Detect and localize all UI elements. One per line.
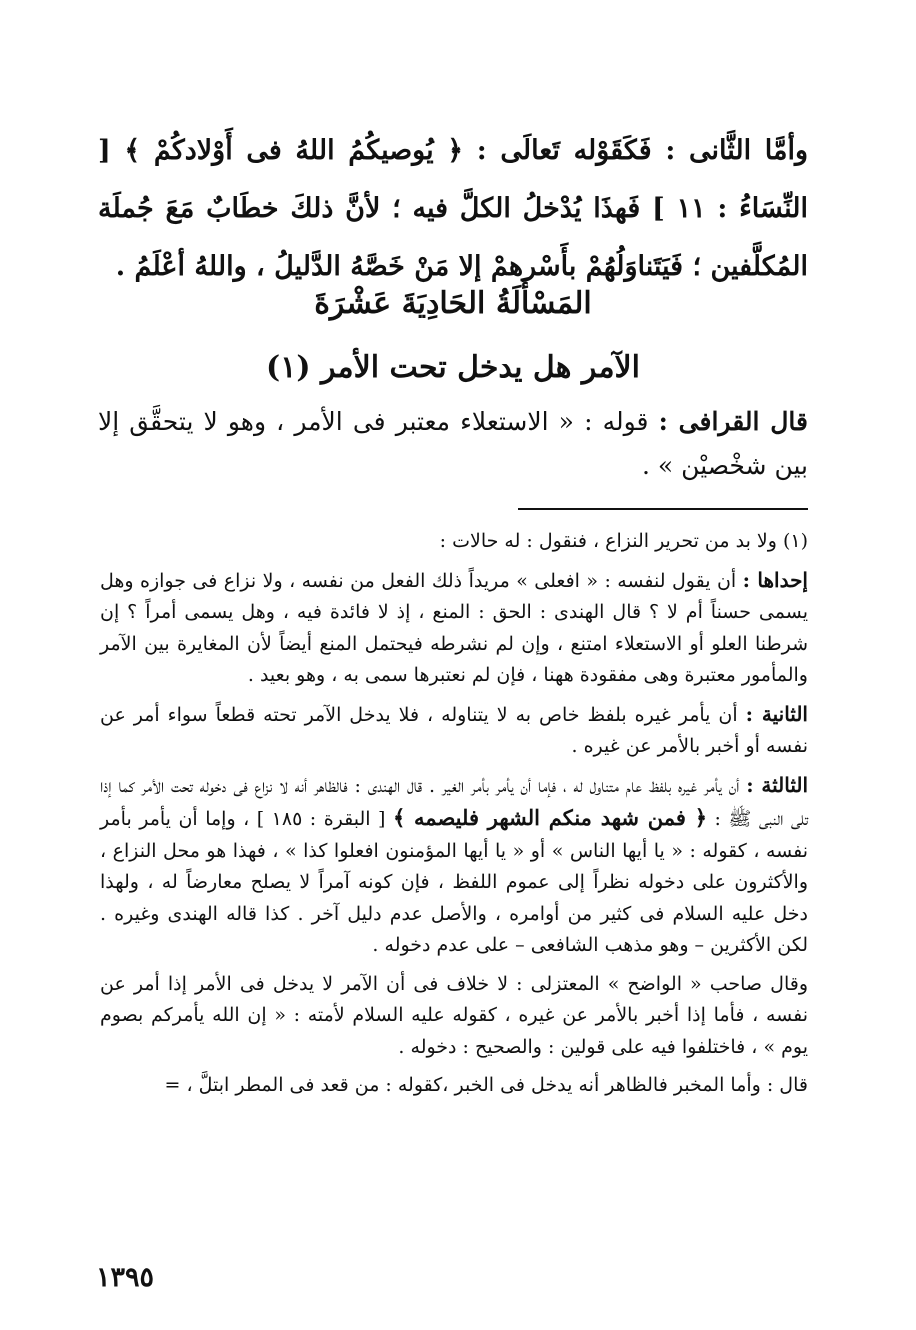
quran-verse: ﴿ فمن شهد منكم الشهر فليصمه ﴾ (392, 805, 707, 830)
main-text (98, 122, 808, 296)
third-case-lead: الثالثة : (746, 772, 809, 797)
footnotes (100, 526, 808, 1109)
first-case-text: أن يقول لنفسه : « افعلى » مريداً ذلك الفعل من نفسه ، ولا نزاع فى جوازه وهل يسمى حسناً أم لا ؟ قال الهندى : الحق : المنع ، إذ لا فائدة فيه ، وهل يسمى أمراً ؟ إن شرطنا العلو أو الاستعلاء امتنع ، وإن لم نشرطه فيحتمل المنع أيضاً لأن المغايرة بين الآمر والمأمور معتبرة وهى مفقودة ههنا ، فإن لم نعتبرها سمى به ، وهو بعيد . (100, 569, 808, 686)
qarafi-paragraph (98, 400, 808, 488)
issue-title: المَسْأَلَةُ الحَادِيَةَ عَشْرَةَ (314, 286, 592, 321)
third-case-text-1: أن يأمر غيره بلفظ عام متناول له ، فإما أن يأمر بأمر الغير . قال الهندى : فالظاهر أنه لا نزاع فى دخوله تحت الأمر كما إذا تلى النبى ﷺ : (100, 774, 808, 830)
footnote-intro: (١) ولا بد من تحرير النزاع ، فنقول : له حالات : (439, 530, 808, 552)
qarafi-speaker: قال القرافى : (658, 407, 808, 436)
footnote-wadih: وقال صاحب « الواضح » المعتزلى : لا خلاف فى أن الآمر لا يدخل فى الأمر إذا أمر عن نفسه ، فأما إذا أخبر بالأمر عن غيره ، كقوله عليه السلام لأمته : « إن الله يأمركم بصوم يوم » ، فاختلفوا فيه على قولين : والصحيح : دخوله . (100, 972, 808, 1058)
footnote-divider (518, 508, 808, 510)
page-number: ١٣٩٥ (96, 1262, 155, 1293)
third-case-text-2: [ البقرة : ١٨٥ ] ، وإما أن يأمر بأمر نفسه ، كقوله : « يا أيها الناس » أو « يا أيها المؤمنون افعلوا كذا » ، فهذا هو محل النزاع ، والأكثرون على دخوله نظراً إلى عموم اللفظ ، فإن كونه آمراً لا يصلح معارضاً له ، ولهذا دخل عليه السلام فى كثير من أوامره ، والأصل عدم دليل آخر . كذا قاله الهندى وغيره . لكن الأكثرين – وهو مذهب الشافعى – على عدم دخوله . (100, 808, 808, 956)
footnote-second-case (100, 699, 808, 763)
main-paragraph: وأمَّا الثَّانى : فَكَقَوْله تَعالَى : ﴿ يُوصيكُمُ اللهُ فى أَوْلادكُمْ ﴾ [ النِّسَاءُ : ١١ ] فَهذَا يُدْخلُ الكلَّ فيه ؛ لأنَّ ذلكَ خطَابٌ مَعَ جُملَة المُكلَّفين ؛ فَيَتَناوَلُهُمْ بأَسْرهمْ إلا مَنْ خَصَّهُ الدَّليلُ ، واللهُ أعْلَمُ . (98, 135, 808, 282)
second-case-lead: الثانية : (745, 701, 808, 726)
second-case-text: أن يأمر غيره بلفظ خاص به لا يتناوله ، فلا يدخل الآمر تحته قطعاً سواء أمر عن نفسه أو أخبر بالأمر عن غيره . (100, 703, 808, 757)
footnote-first-case (100, 565, 808, 692)
footnote-third-case (100, 770, 808, 962)
topic-title: الآمر هل يدخل تحت الأمر (١) (266, 350, 640, 385)
first-case-lead: إحداها : (742, 567, 808, 592)
footnote-khabar: قال : وأما المخبر فالظاهر أنه يدخل فى الخبر ،كقوله : من قعد فى المطر ابتلَّ ، = (164, 1074, 808, 1096)
qarafi-text: قوله : « الاستعلاء معتبر فى الأمر ، وهو لا يتحقَّق إلا بين شخْصيْن » . (98, 407, 808, 480)
